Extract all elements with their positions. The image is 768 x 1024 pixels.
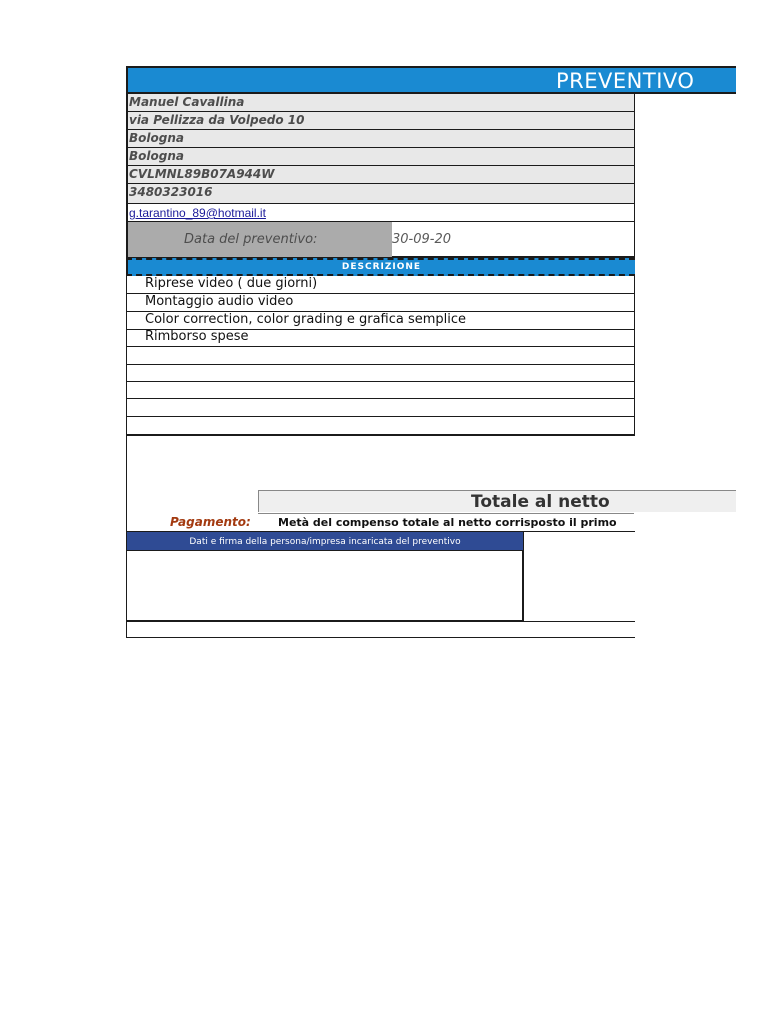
description-item	[126, 347, 635, 365]
description-header: DESCRIZIONE	[126, 258, 635, 276]
client-email-row	[126, 204, 635, 222]
divider	[523, 531, 635, 532]
description-item	[126, 416, 635, 436]
client-fiscal-code: CVLMNL89B07A944W	[126, 166, 635, 184]
title-banner	[126, 66, 736, 94]
client-phone: 3480323016	[126, 184, 635, 204]
client-address: via Pellizza da Volpedo 10	[126, 112, 635, 130]
payment-terms: Metà del compenso totale al netto corrisposto il primo	[258, 513, 634, 532]
client-city: Bologna	[126, 130, 635, 148]
description-item	[126, 399, 635, 417]
signature-box[interactable]	[126, 550, 524, 621]
description-item: Riprese video ( due giorni)	[126, 276, 635, 294]
client-province: Bologna	[126, 148, 635, 166]
signature-header: Dati e firma della persona/impresa incaricata del preventivo	[126, 531, 524, 551]
payment-label: Pagamento:	[170, 515, 251, 529]
quote-date-label: Data del preventivo:	[128, 222, 392, 257]
description-item	[126, 381, 635, 399]
description-item	[126, 364, 635, 382]
document-title: PREVENTIVO	[556, 69, 695, 93]
footer-row	[126, 621, 635, 638]
description-item: Montaggio audio video	[126, 294, 635, 312]
client-email-link[interactable]: g.tarantino_89@hotmail.it	[129, 206, 266, 220]
description-item: Color correction, color grading e grafica semplice	[126, 312, 635, 330]
description-item: Rimborso spese	[126, 329, 635, 347]
client-name: Manuel Cavallina	[126, 94, 635, 112]
net-total-label: Totale al netto	[258, 490, 736, 512]
quote-date-value: 30-09-20	[392, 232, 452, 247]
